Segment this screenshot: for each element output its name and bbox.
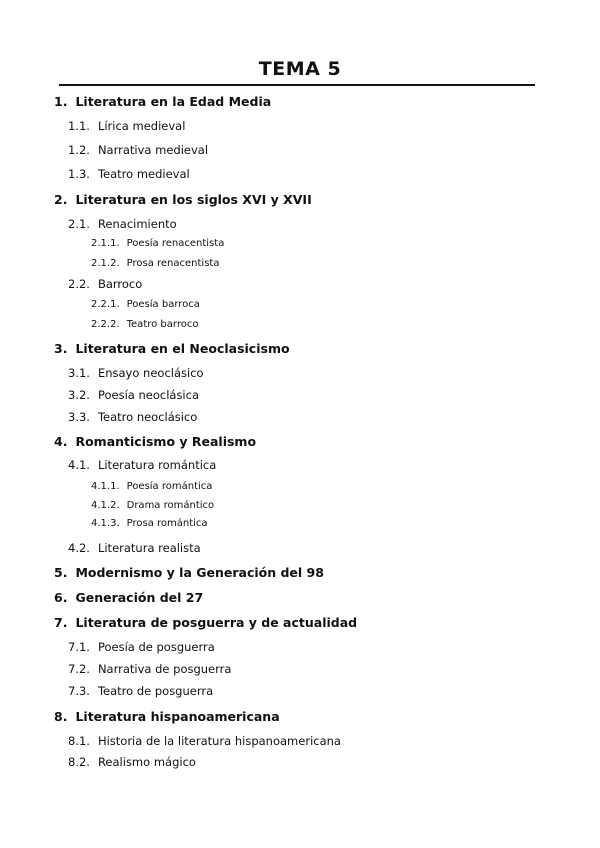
toc-entry-2-1 xyxy=(68,217,177,231)
entry-text: Renacimiento xyxy=(97,217,177,231)
entry-text: Narrativa de posguerra xyxy=(97,662,232,676)
toc-entry-1-3 xyxy=(68,167,190,181)
toc-entry-2 xyxy=(54,192,312,207)
toc-entry-8-2 xyxy=(68,755,196,769)
toc-entry-7 xyxy=(54,615,357,630)
entry-number: 3.1. xyxy=(68,366,90,380)
entry-text: Teatro de posguerra xyxy=(97,684,214,698)
entry-text: Lírica medieval xyxy=(97,119,186,133)
toc-entry-7-1 xyxy=(68,640,215,654)
entry-text: Literatura realista xyxy=(97,541,201,555)
entry-text: Realismo mágico xyxy=(97,755,196,769)
toc-entry-3-3 xyxy=(68,410,197,424)
toc-entry-2-2-2 xyxy=(91,319,198,330)
entry-number: 2.2. xyxy=(68,277,90,291)
entry-number: 2.2.1. xyxy=(91,299,120,310)
toc-entry-2-2-1 xyxy=(91,299,200,310)
entry-number: 3. xyxy=(54,341,68,356)
toc-entry-7-3 xyxy=(68,684,213,698)
toc-entry-4 xyxy=(54,434,256,449)
entry-number: 4.1.1. xyxy=(91,481,120,492)
entry-number: 8. xyxy=(54,709,68,724)
entry-text: Literatura en el Neoclasicismo xyxy=(75,341,290,356)
toc-entry-3 xyxy=(54,341,290,356)
toc-entry-4-1 xyxy=(68,458,216,472)
toc-entry-4-1-2 xyxy=(91,500,214,511)
entry-text: Narrativa medieval xyxy=(97,143,209,157)
title-underline xyxy=(59,84,535,86)
entry-number: 7.1. xyxy=(68,640,90,654)
toc-entry-1-2 xyxy=(68,143,208,157)
entry-text: Teatro neoclásico xyxy=(97,410,198,424)
entry-text: Historia de la literatura hispanoamericana xyxy=(97,734,341,748)
entry-text: Romanticismo y Realismo xyxy=(75,434,257,449)
toc-entry-1-1 xyxy=(68,119,185,133)
entry-number: 1.2. xyxy=(68,143,90,157)
entry-number: 7.2. xyxy=(68,662,90,676)
entry-number: 6. xyxy=(54,590,68,605)
entry-text: Ensayo neoclásico xyxy=(97,366,204,380)
entry-text: Poesía de posguerra xyxy=(97,640,215,654)
toc-entry-4-1-1 xyxy=(91,481,212,492)
toc-entry-2-2 xyxy=(68,277,142,291)
toc-entry-4-1-3 xyxy=(91,518,208,529)
entry-number: 5. xyxy=(54,565,68,580)
entry-text: Poesía romántica xyxy=(126,481,213,492)
toc-entry-3-1 xyxy=(68,366,204,380)
entry-number: 3.2. xyxy=(68,388,90,402)
entry-text: Barroco xyxy=(97,277,143,291)
toc-entry-7-2 xyxy=(68,662,231,676)
entry-text: Prosa renacentista xyxy=(126,258,220,269)
entry-number: 4.1. xyxy=(68,458,90,472)
toc-entry-8-1 xyxy=(68,734,341,748)
toc-entry-2-1-2 xyxy=(91,258,219,269)
entry-text: Modernismo y la Generación del 98 xyxy=(75,565,324,580)
entry-number: 7.3. xyxy=(68,684,90,698)
entry-number: 4.1.3. xyxy=(91,518,120,529)
entry-number: 2.1.1. xyxy=(91,238,120,249)
entry-number: 2. xyxy=(54,192,68,207)
entry-number: 1.1. xyxy=(68,119,90,133)
entry-number: 8.1. xyxy=(68,734,90,748)
page-title: TEMA 5 xyxy=(258,58,342,80)
toc-entry-8 xyxy=(54,709,280,724)
entry-text: Literatura en los siglos XVI y XVII xyxy=(75,192,312,207)
entry-number: 1. xyxy=(54,94,68,109)
entry-text: Teatro medieval xyxy=(97,167,190,181)
toc-entry-4-2 xyxy=(68,541,201,555)
entry-text: Literatura hispanoamericana xyxy=(75,709,280,724)
entry-number: 4.2. xyxy=(68,541,90,555)
entry-text: Poesía neoclásica xyxy=(97,388,199,402)
entry-text: Generación del 27 xyxy=(75,590,204,605)
toc-entry-2-1-1 xyxy=(91,238,224,249)
entry-number: 2.2.2. xyxy=(91,319,120,330)
toc-entry-5 xyxy=(54,565,324,580)
entry-number: 3.3. xyxy=(68,410,90,424)
toc-entry-6 xyxy=(54,590,203,605)
toc-entry-1 xyxy=(54,94,271,109)
entry-text: Literatura de posguerra y de actualidad xyxy=(75,615,358,630)
entry-text: Literatura en la Edad Media xyxy=(75,94,272,109)
entry-number: 8.2. xyxy=(68,755,90,769)
entry-number: 2.1.2. xyxy=(91,258,120,269)
entry-text: Teatro barroco xyxy=(126,319,199,330)
entry-number: 2.1. xyxy=(68,217,90,231)
entry-text: Prosa romántica xyxy=(126,518,208,529)
entry-number: 4. xyxy=(54,434,68,449)
entry-number: 7. xyxy=(54,615,68,630)
entry-text: Drama romántico xyxy=(126,500,215,511)
entry-number: 4.1.2. xyxy=(91,500,120,511)
entry-text: Poesía barroca xyxy=(126,299,200,310)
entry-text: Poesía renacentista xyxy=(126,238,225,249)
toc-entry-3-2 xyxy=(68,388,199,402)
entry-text: Literatura romántica xyxy=(97,458,217,472)
entry-number: 1.3. xyxy=(68,167,90,181)
